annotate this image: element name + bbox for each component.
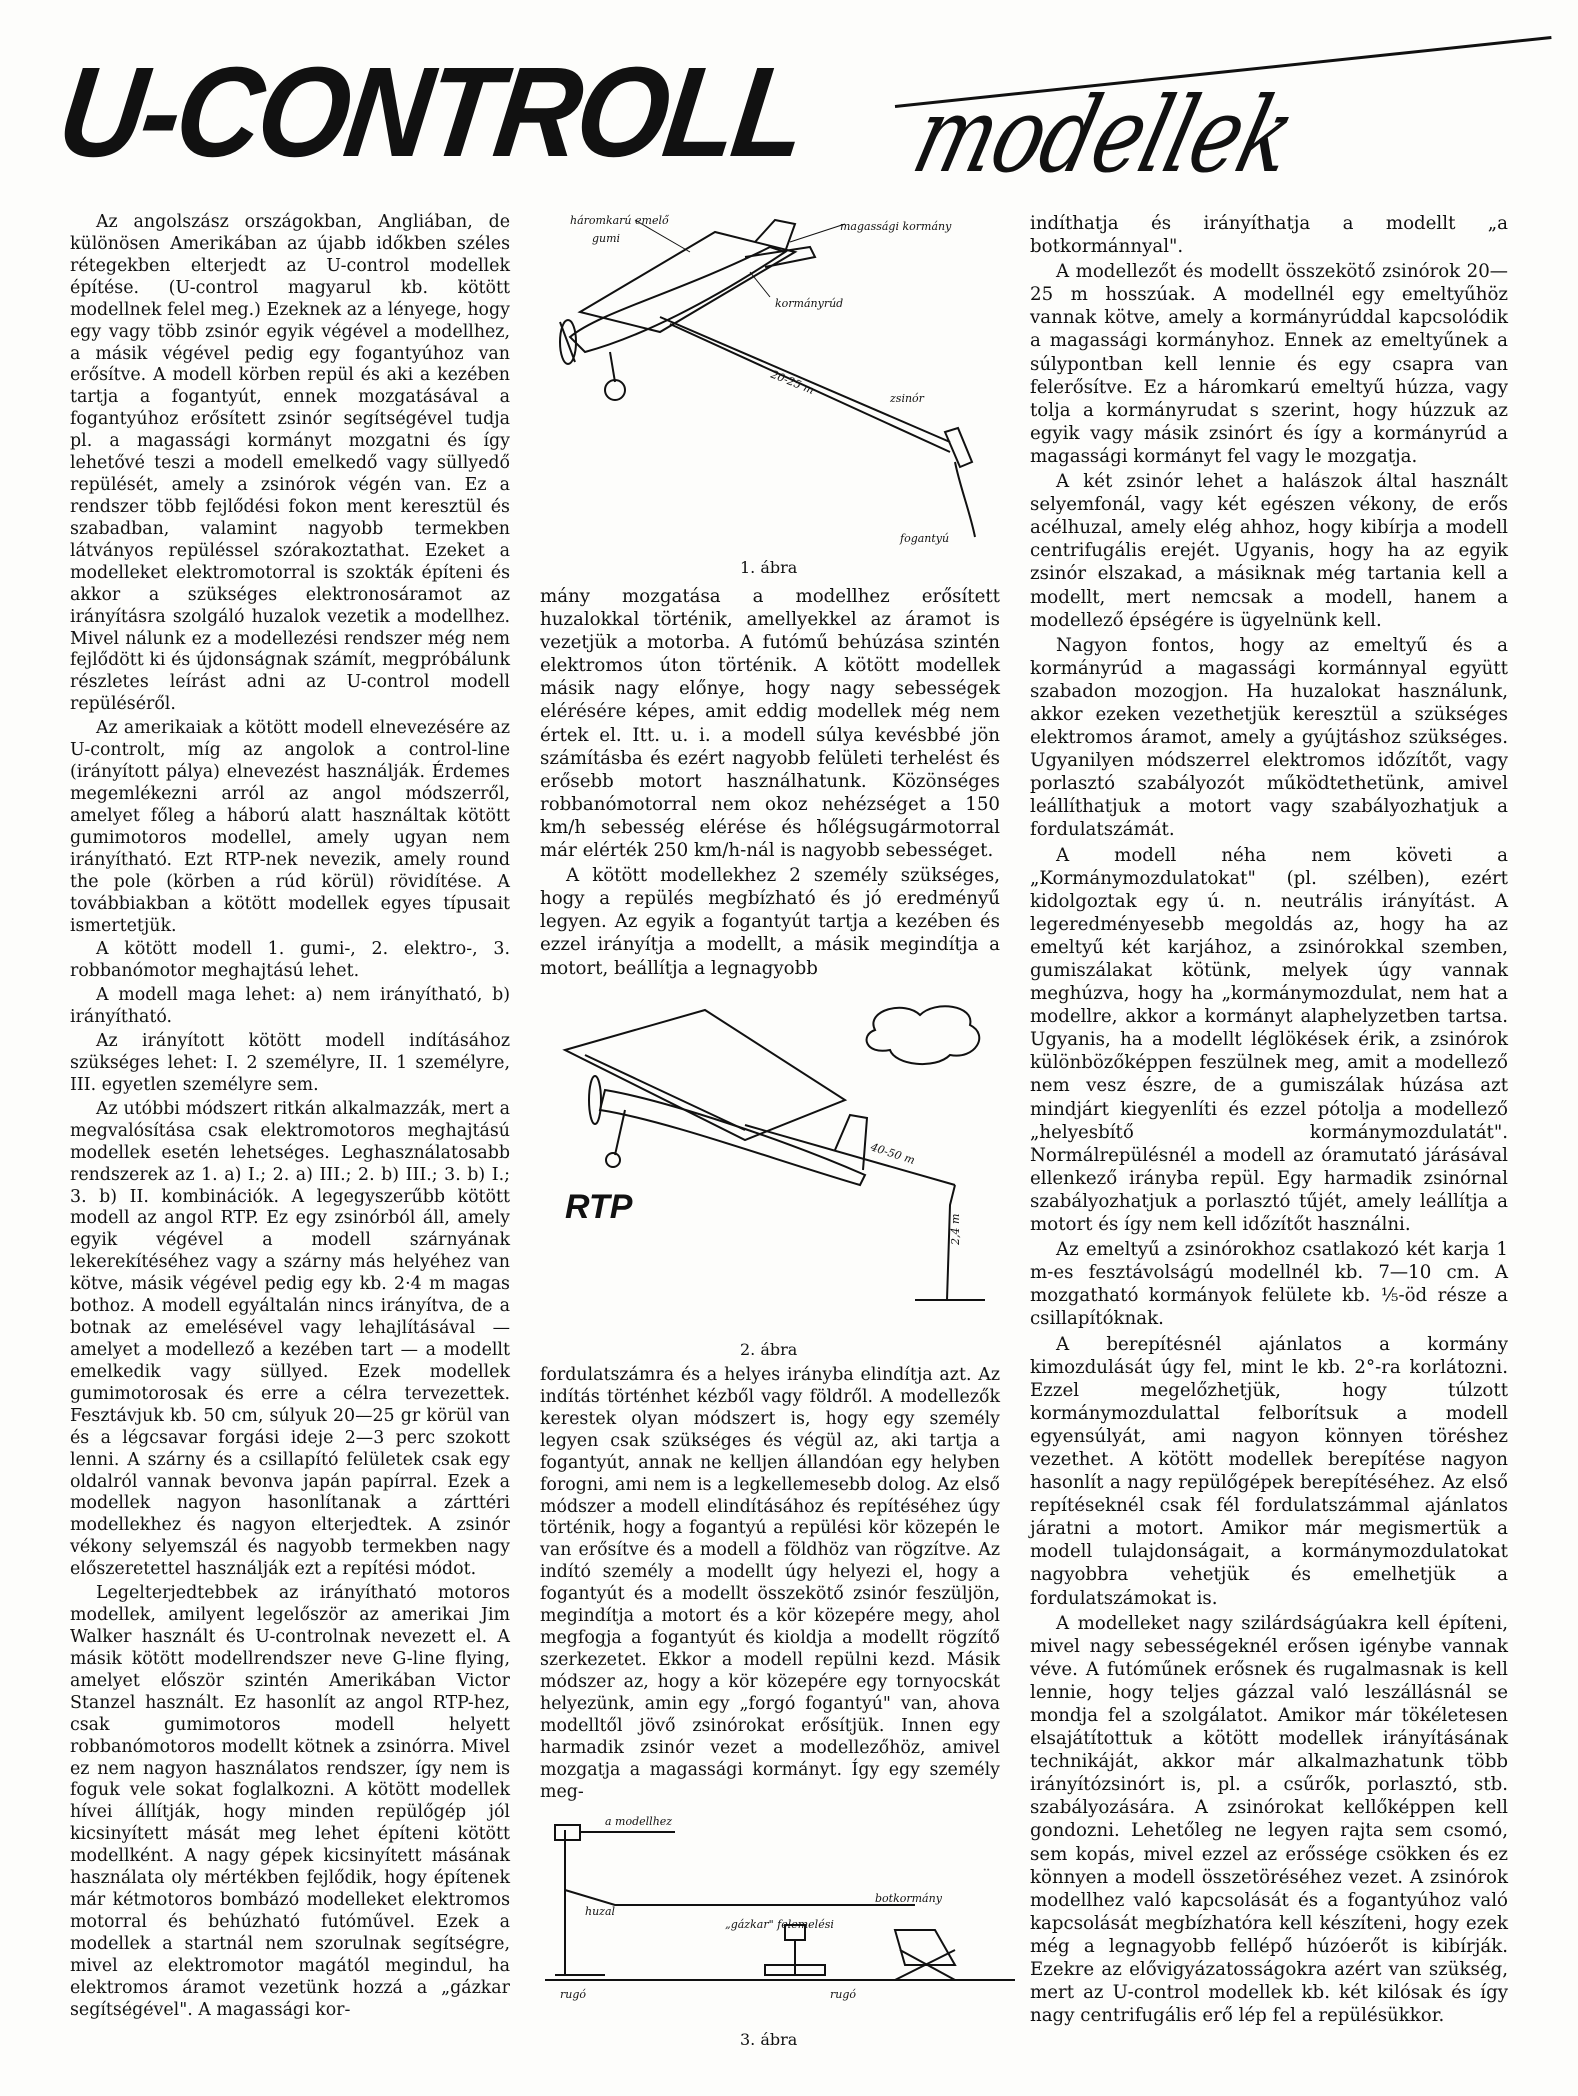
text-column-1 [70,212,510,2052]
text-column-2-bottom [540,1365,1000,1805]
figure-1-label: fogantyú [900,532,950,545]
paragraph: A kötött modellekhez 2 személy szükséges, hogy a repülés megbízható és jó eredményű legyen. Az egyik a fogantyút tartja a kezében és ezzel irányítja a modellt, a másik megindítja a motort, beállítja a legnagyobb [540,865,1000,979]
figure-2-caption: 2. ábra [740,1340,798,1359]
figure-1-drawing [540,212,1010,552]
figure-1-label: zsinór [890,392,924,405]
paragraph: A modell néha nem követi a „Kormánymozdulatokat" (pl. szélben), ezért kidolgoztak egy ú. n. neutrális irányítást. A legeredményesebb megoldás az, hogy ha az emeltyű két karjához, a zsinórokkal szemben, gumiszálakat kötünk, melyek úgy vannak meghúzva, hogy ha „kormánymozdulat, nem hat a modellre, akkor a kormányt alaphelyzetben tartsa. Ugyanis, ha a modellt léglökések érik, a zsinórok különbözőképpen feszülnek meg, amit a modellező nem vesz észre, de a gumiszálak húzása azt mindjárt kiegyenlíti és ezzel pótolja a modellező „helyesbítő kormánymozdulatát". Normálrepülésnél a modell az óramutató járásával ellenkező irányba repül. Egy harmadik zsinórnal szabályozhatjuk a porlasztó tűjét, amely leállítja a motort és így nem kell időzítőt használni. [1030,844,1508,1236]
figure-1 [540,212,1010,552]
paragraph: Az emeltyű a zsinórokhoz csatlakozó két karja 1 m-es fesztávolságú modellnél kb. 7—10 cm. A mozgatható kormányok felülete kb. ⅟₅-öd része a csillapítóknak. [1030,1239,1508,1330]
figure-3-label: rugó [830,1988,857,2001]
figure-3-label: a modellhez [605,1815,673,1828]
figure-1-label: háromkarú emelő [570,214,669,227]
text-column-2-top [540,585,1000,990]
figure-2-label: RTP [565,1188,633,1226]
figure-2-label: 40-50 m [869,1140,917,1167]
text-column-3 [1030,212,1508,2052]
paragraph: mány mozgatása a modellhez erősített huzalokkal történik, amellyekkel az áramot is vezetjük a motorba. A futómű behúzása szintén elektromos úton történik. A kötött modellek másik nagy előnye, hogy nagy sebességek elérésére képes, amit eddig modellek még nem értek el. Itt. u. i. a modell súlya kevésbbé jön számításba és ezért nagyobb felületi terhelést és erősebb motort használhatunk. Közönséges robbanómotorral nem okoz nehézséget a 150 km/h sebesség elérése és hőlégsugármotorral már elérték 250 km/h-nál is nagyobb sebességet. [540,586,1000,862]
paragraph: A modelleket nagy szilárdságúakra kell építeni, mivel nagy sebességeknél erősen igénybe vannak véve. A futóműnek erősnek és rugalmasnak is kell lennie, hogy teljes gázzal való leszállásnál se mondja fel a szolgálatot. Amikor már tökéletesen elsajátítottuk a kötött modellek irányításának technikáját, akkor már alkalmazhatunk több irányítózsinórt is, pl. a csűrők, porlasztó, stb. szabályozására. A zsinórokat kellőképpen kell gondozni. Lehetőleg ne legyen rajta sem csomó, sem kopás, mivel ezzel az erőssége csökken és ez könnyen a modell összetöréséhez vezet. A zsinórok modellhez való kapcsolását és a fogantyúhoz való kapcsolását megbízhatóra kell készíteni, hogy ezek még a legnagyobb fellépő húzóerőt is kibírják. Ezekre az elővigyázatosságokra azért van szükség, mert az U-control modellek kb. két kilósak és így nagy centrifugális erő lép fel a repülésükkor. [1030,1612,1508,2027]
page-subtitle: modellek [902,74,1306,196]
figure-2-label: 2,4 m [949,1213,962,1245]
figure-3-label: botkormány [875,1892,942,1905]
figure-3-label: „gázkar" felemelési [725,1918,834,1931]
figure-1-label: magassági kormány [840,220,952,233]
figure-1-caption: 1. ábra [740,558,798,577]
figure-3-label: huzal [585,1905,616,1918]
paragraph: A két zsinór lehet a halászok által használt selyemfonál, vagy két egészen vékony, de erős acélhuzal, amely elég ahhoz, hogy kibírja a modell centrifugális erejét. Ugyanis, hogy ha az egyik zsinór elszakad, a másiknak még tartania kell a modellt, mert nemcsak a modell, hanem a modellező épségére is ügyelnünk kell. [1030,471,1508,631]
figure-3-caption: 3. ábra [740,2030,798,2049]
paragraph: A berepítésnél ajánlatos a kormány kimozdulását úgy fel, mint le kb. 2°-ra korlátozni. Ezzel megelőzhetjük, hogy túlzott kormánymozdulattal felborítsuk a modell egyensúlyát, ami nagyon könnyen töréshez vezethet. A kötött modellek berepítése nagyon hasonlít a nagy repülőgépek berepítéséhez. Az első repítéseknél csak fél fordulatszámmal ajánlatos járatni a motort. Amikor már megismertük a modell tulajdonságait, a kormánymozdulatokat nagyobbra vehetjük és emelhetjük a fordulatszámokat is. [1030,1333,1508,1609]
figure-3 [545,1810,1015,2010]
paragraph: indíthatja és irányíthatja a modellt „a botkormánnyal". [1030,213,1508,258]
figure-2 [545,1000,1015,1330]
paragraph: Az irányított kötött modell indításához szükséges lehet: I. 2 személyre, II. 1 személyre, III. egyetlen személyre sem. [70,1031,510,1095]
paragraph: Nagyon fontos, hogy az emeltyű és a kormányrúd a magassági kormánnyal együtt szabadon mozogjon. Ha huzalokat használunk, akkor ezeken vezethetjük keresztül a szükséges elektromos áramot, amely a gyújtáshoz szükséges. Ugyanilyen módszerrel elektromos időzítőt, vagy porlasztó szabályozót működtethetünk, amivel leállíthatjuk a motort vagy szabályozhatjuk a fordulatszámát. [1030,634,1508,841]
figure-1-label: 20-25 m [768,367,817,397]
page-title: U-CONTROLL [51,41,812,184]
paragraph: A modellezőt és modellt összekötő zsinórok 20—25 m hosszúak. A modellnél egy emeltyűhöz vannak kötve, amely a kormányrúddal kapcsolódik a magassági kormányhoz. Ennek az emeltyűnek a súlypontban kell lennie és egy csapra van felerősítve. Ez a háromkarú emeltyű húzza, vagy tolja a kormányrudat s szerint, hogy húzzuk az egyik vagy másik zsinórt és így a kormányrúd a magassági kormányt fel vagy le mozgatja. [1030,261,1508,467]
paragraph: Az angolszász országokban, Angliában, de különösen Amerikában az újabb időkben széles rétegekben elterjedt az U-control modellek építése. (U-control magyarul kb. kötött modellnek felel meg.) Ezeknek az a lényege, hogy egy vagy több zsinór egyik végével a modellhez, a másik végével pedig egy fogantyúhoz van erősítve. A modell körben repül és aki a kezében tartja a fogantyút, ennek mozgatásával a fogantyúhoz erősített zsinór segítségével tudja pl. a magassági kormányt mozgatni és így lehetővé teszi a modell emelkedő vagy süllyedő repülését, amely a zsinórok végén van. Ez a rendszer több fejlődési fokon ment keresztül és szabadban, valamint nagyobb termekben látványos repüléssel szórakoztathat. Ezeket a modelleket elektromotorral is szokták építeni és akkor a szükséges elektronosáramot az irányításra szolgáló huzalok vezetik a modellhez. Mivel nálunk ez a modellezési rendszer még nem fejlődött ki és újdonságnak számít, megpróbálunk részletes leírást adni az U-control modell repüléséről. [70,212,510,715]
figure-3-label: rugó [560,1988,587,2001]
figure-1-label: gumi [592,232,621,245]
figure-3-drawing [545,1810,1015,2010]
paragraph: fordulatszámra és a helyes irányba elindítja azt. Az indítás történhet kézből vagy földről. A modellezők kerestek olyan módszert is, hogy egy személy legyen csak szükséges és végül az, aki tartja a fogantyút, annak ne kelljen állandóan egy helyben forogni, ami nem is a legkellemesebb dolog. Az első módszer a modell elindításához és repítéséhez úgy történik, hogy a fogantyú a repülési kör közepén le van erősítve és a modell a földhöz van rögzítve. Az indító személy a modellt úgy helyezi el, hogy a fogantyút és a modellt összekötő zsinór feszüljön, megindítja a motort és a kör közepére megy, ahol megfogja a fogantyút és kioldja a modellt rögzítő szerkezetet. Ekkor a modell repülni kezd. Másik módszer az, hogy a kör közepére egy tornyocskát helyezünk, amin egy „forgó fogantyú" van, ahova modelltől jövő zsinórokat erősítjük. Innen egy harmadik zsinór vezet a modellezőhöz, amivel mozgatja a magassági kormányt. Így egy személy meg- [540,1365,1000,1802]
figure-1-label: kormányrúd [775,297,844,310]
paragraph: Legelterjedtebbek az irányítható motoros modellek, amilyent legelőször az amerikai Jim Walker használt és U-controlnak nevezett el. A másik kötött modellrendszer neve G-line flying, amelyet először szintén Amerikában Victor Stanzel használt. Ez hasonlít az angol RTP-hez, csak gumimotoros modell helyett robbanómotoros modellt kötnek a zsinórra. Mivel ez nem nagyon használatos rendszer, így nem is foguk vele sokat foglalkozni. A kötött modellek hívei állítják, hogy minden repülőgép jól kicsinyített mását meg lehet építeni kötött modellként. A nagy gépek kicsinyített másának használata oly mértékben fejlődik, hogy építenek már kétmotoros bombázó modelleket elektromos motorral és behúzható futóművel. Ezek a modellek a startnál nem szorulnak segítségre, mivel az elektromotor magától megindul, ha elektromos áramot vezetünk hozzá a „gázkar segítségével". A magassági kor- [70,1583,510,2020]
paragraph: Az amerikaiak a kötött modell elnevezésére az U-controlt, míg az angolok a control-line (irányított pálya) elnevezést használják. Érdemes megemlékezni arról az angol módszerről, amelyet főleg a háború alatt használtak kötött gumimotoros modellel, amely ugyan nem irányítható. Ezt RTP-nek nevezik, amely round the pole (körben a rúd körül) rövidítése. A továbbiakban a kötött modellek egyes típusait ismertetjük. [70,718,510,936]
paragraph: A kötött modell 1. gumi-, 2. elektro-, 3. robbanómotor meghajtású lehet. [70,939,510,982]
paragraph: A modell maga lehet: a) nem irányítható, b) irányítható. [70,985,510,1028]
paragraph: Az utóbbi módszert ritkán alkalmazzák, mert a megvalósítása csak elektromotoros meghajtású modellek esetén lehetséges. Leghasználatosabb rendszerek az 1. a) I.; 2. a) III.; 2. b) III.; 3. b) I.; 3. b) II. kombinációk. A legegyszerűbb kötött modell az angol RTP. Ez egy zsinórból áll, amely egyik végével a modell szárnyának lekerekítéséhez vagy a szárny más helyéhez van kötve, másik végével pedig egy kb. 2·4 m magas bothoz. A modell egyáltalán nincs irányítva, de a botnak az emelésével vagy lehajlításával — amelyet a modellező a kezében tart — a modellt emelkedik vagy süllyed. Ezek modellek gumimotorosak és erre a célra tervezettek. Fesztávjuk kb. 50 cm, súlyuk 20—25 gr körül van és a légcsavar forgási ideje 2—3 perc szokott lenni. A szárny és a csillapító felületek csak egy oldalról vannak bevonva japán papírral. Ezek a modellek nagyon hasonlítanak a zárttéri modellekhez és nagyon elterjedtek. A zsinór vékony selyemszál és nagyobb termekben nagy előszeretettel használják ezt a repítési módot. [70,1098,510,1580]
figure-2-drawing [545,1000,1015,1330]
